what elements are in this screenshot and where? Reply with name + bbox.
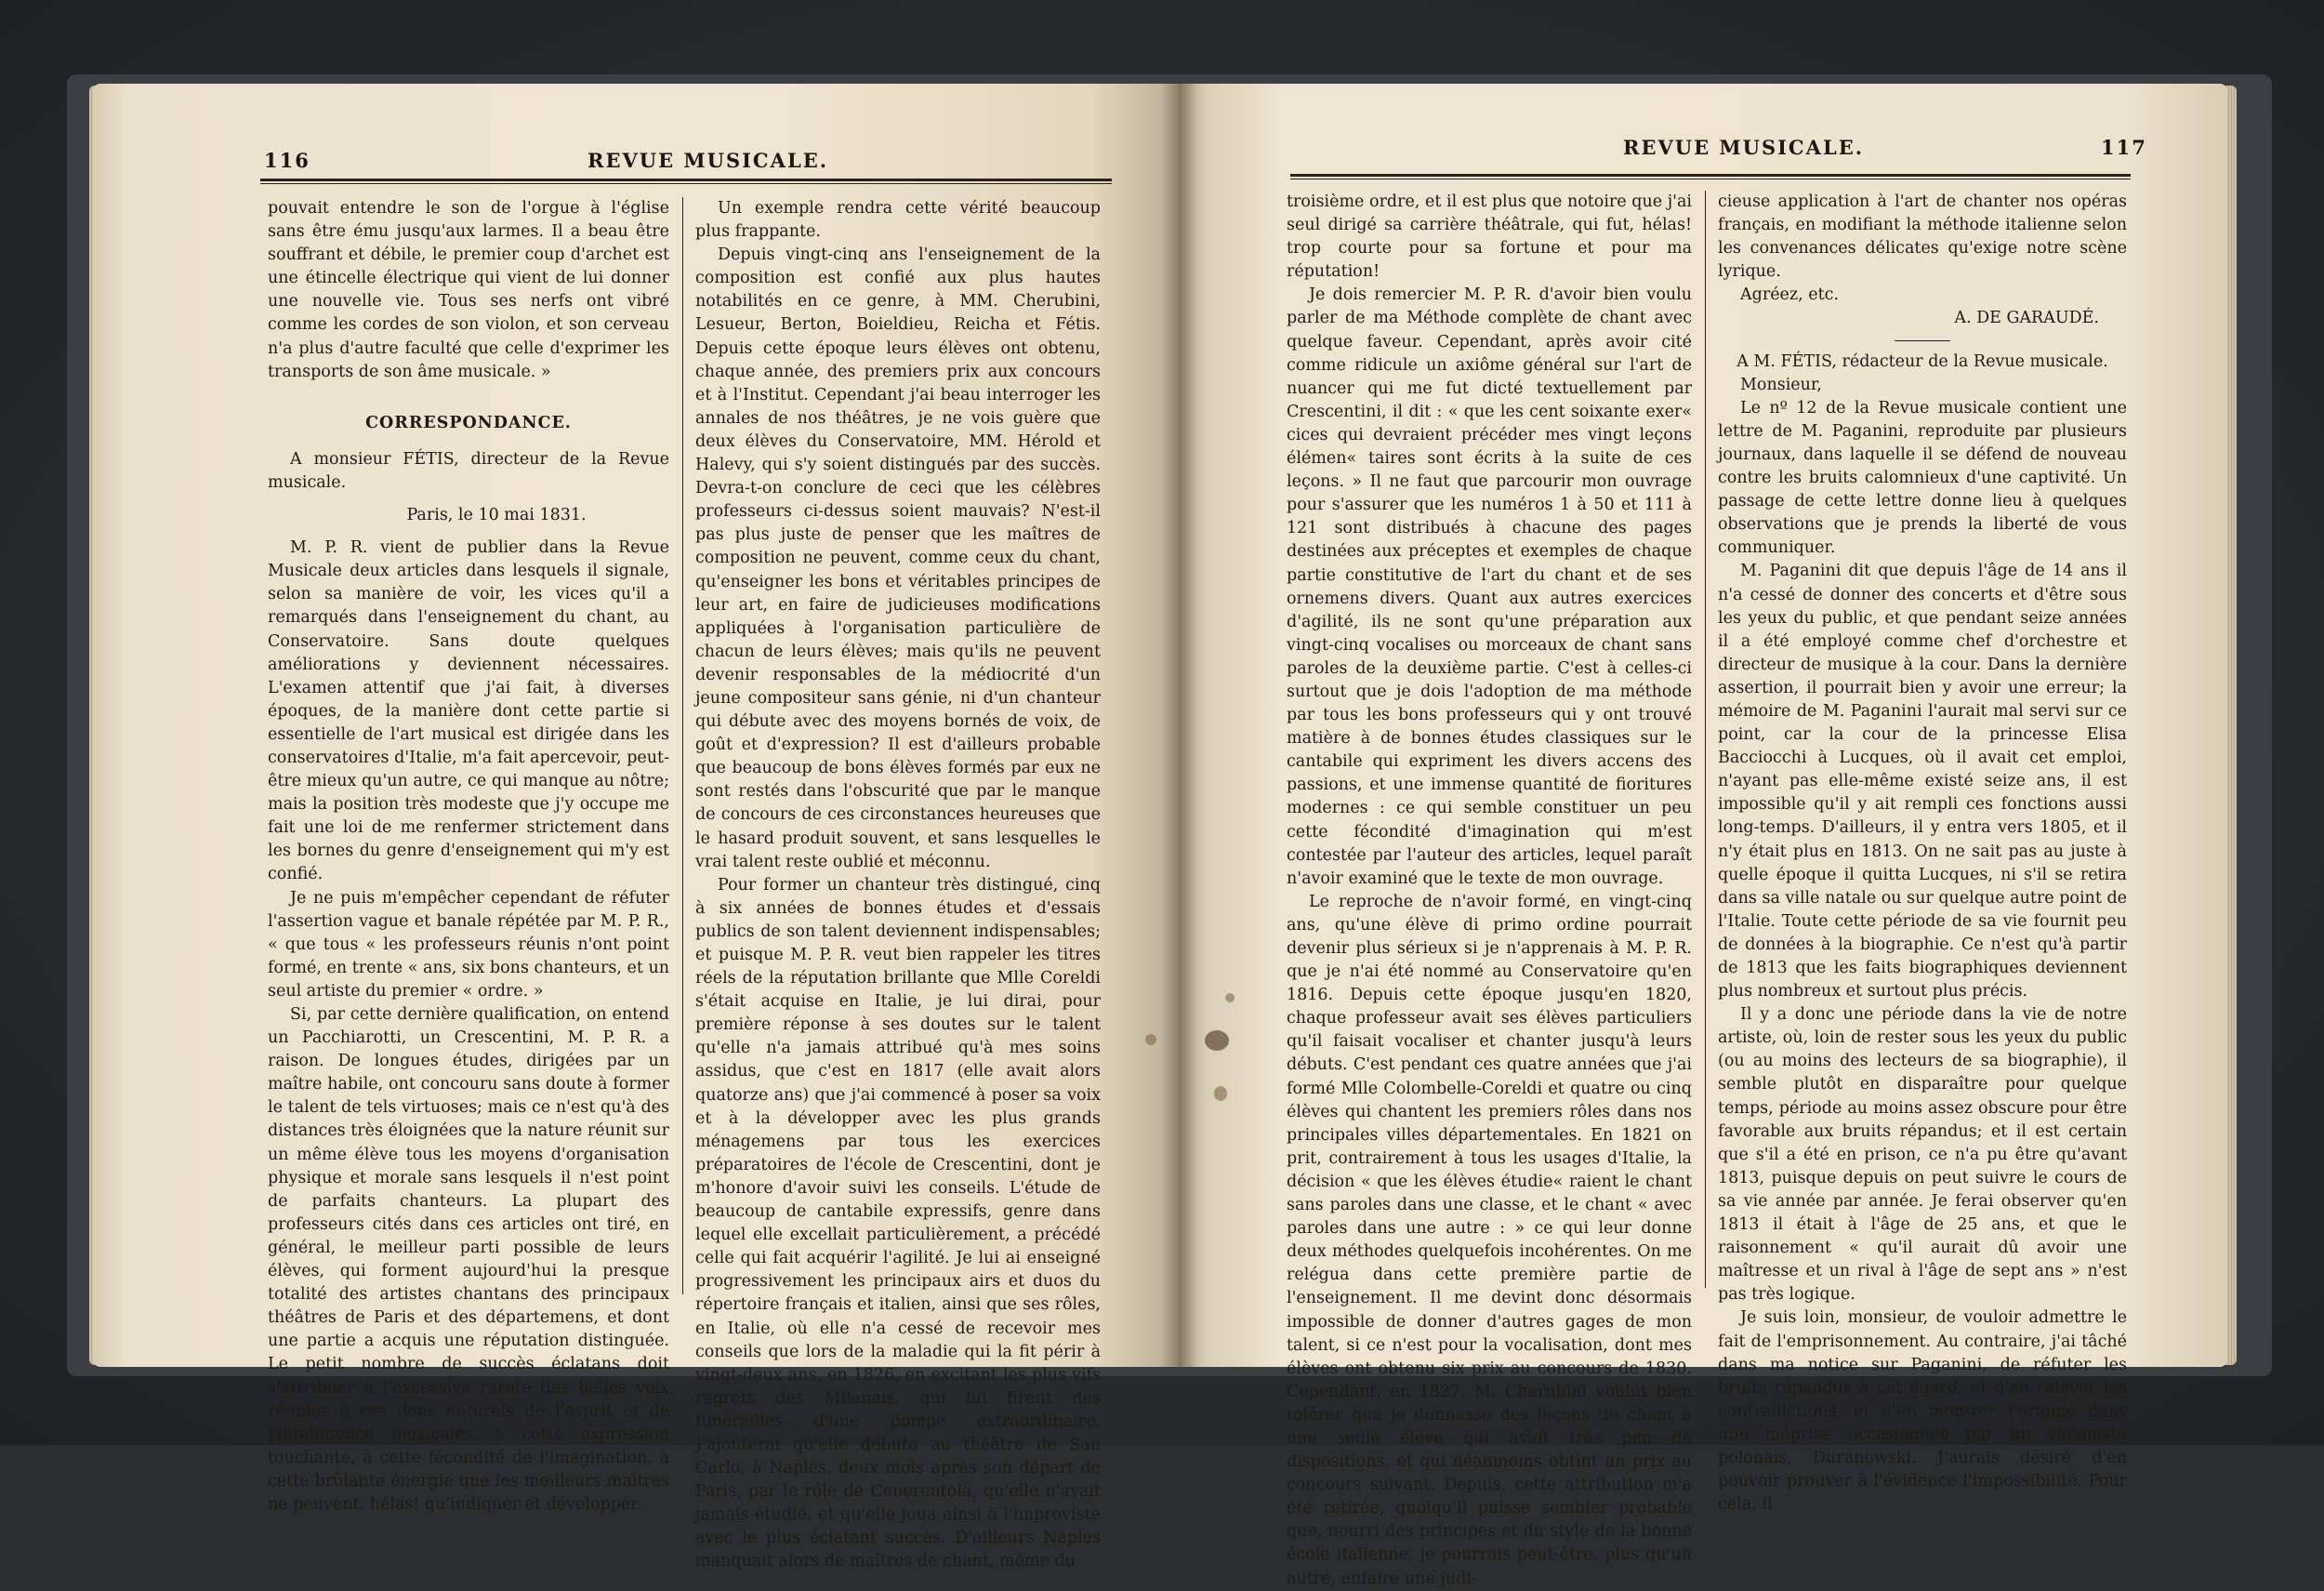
paragraph: cieuse application à l'art de chanter nos opéras français, en modifiant la méthode italienne selon les convenances délicates qu'exige notre scène lyrique. bbox=[1718, 192, 2127, 282]
right-column-2 bbox=[1718, 191, 2127, 1517]
paragraph: Je suis loin, monsieur, de vouloir admettre le fait de l'emprisonnement. Au contraire, j'ai tâché dans ma notice sur Paganini, de réfuter les bruits répandus à cet égard, et d'en relever les contradictions, et d'en montrer l'origine dans une méprise occasionnée par un violoniste polonais, Duranowski. J'aurais désiré d'en pouvoir prouver à l'évidence l'impossibilité. Pour cela, il bbox=[1718, 1308, 2127, 1515]
paragraph: troisième ordre, et il est plus que notoire que j'ai seul dirigé sa carrière théâtrale, qui fut, hélas! trop courte pour sa fortune et pour ma réputation! bbox=[1287, 192, 1692, 282]
paper-stain bbox=[1145, 1034, 1156, 1045]
letter-address: A monsieur FÉTIS, directeur de la Revue musicale. bbox=[268, 449, 669, 492]
left-column-1 bbox=[268, 197, 669, 1517]
paragraph: Je dois remercier M. P. R. d'avoir bien voulu parler de ma Méthode complète de chant avec quelque faveur. Cependant, après avoir cité comme ridicule un axiôme général sur l'art de nuancer qui me fut dicté textuellement par Crescentini, il dit : « que les cent soixante exer« cices qui devraient précéder mes vingt leçons élémen« taires sont écrits à la suite de ces leçons. » Il ne faut que parcourir mon ouvrage pour s'assurer que les numéros 1 à 50 et 111 à 121 sont distribués à chacune des pages destinées aux préceptes et exemples de chaque partie constitutive de l'art du chant et de ses ornemens divers. Quant aux autres exercices d'agilité, ils ne sont qu'une préparation aux vingt-cinq vocalises ou morceaux de chant sans paroles de la deuxième partie. C'est à celles-ci surtout que je dois l'adoption de ma méthode par tous les bons professeurs qui y ont trouvé matière à de bonnes études classiques sur le cantabile qui expriment les divers accens des passions, et une immense quantité de fioritures modernes : ce qui semble constituer un peu cette fécondité d'imagination qui m'est contestée par l'auteur des articles, lequel paraît n'avoir examiné que le texte de mon ouvrage. bbox=[1287, 285, 1692, 888]
right-running-head: REVUE MUSICALE. bbox=[1623, 136, 1865, 159]
paragraph: M. Paganini dit que depuis l'âge de 14 ans il n'a cessé de donner des concerts et d'être sous les yeux du public, et que pendant seize années il a été employé comme chef d'orchestre et directeur de musique à la cour. Dans la dernière assertion, il pourrait bien y avoir une erreur; la mémoire de M. Paganini l'aurait mal servi sur ce point, car la cour de la princesse Elisa Bacciocchi à Lucques, où il avait cet emploi, n'ayant pas elle-même existé seize ans, il est impossible qu'il y ait rempli ces fonctions aussi long-temps. D'ailleurs, il y entra vers 1805, et il n'y était plus en 1813. On ne sait pas au juste à quelle époque il quitta Lucques, ni s'il se retira dans sa ville natale ou sur quelque autre point de l'Italie. Toute cette période de sa vie fournit peu de données à la biographie. Ce n'est qu'à partir de 1813 que les faits biographiques deviennent plus nombreux et surtout plus précis. bbox=[1718, 562, 2127, 1001]
paper-stain bbox=[1214, 1086, 1227, 1101]
paragraph: pouvait entendre le son de l'orgue à l'église sans être ému jusqu'aux larmes. Il a beau être souffrant et débile, le premier coup d'archet est une étincelle électrique qui vient de lui donner une nouvelle vie. Tous ses nerfs ont vibré comme les cordes de son violon, et son cerveau n'a plus d'autre faculté que celle d'exprimer les transports de son âme musicale. » bbox=[268, 199, 669, 381]
paragraph: Il y a donc une période dans la vie de notre artiste, où, loin de rester sous les yeux du public (ou au moins des lecteurs de sa biographie), il semble plutôt en disparaître pour quelque temps, période au moins assez obscure pour être favorable aux bruits répandus; et il est certain que s'il a été en prison, ce n'a pu être qu'avant 1813, puisque depuis on peut suivre le cours de sa vie année par année. Je ferai observer qu'en 1813 il était à l'âge de 25 ans, et que le raisonnement « qu'il aurait dû avoir une maîtresse et un rival à l'âge de sept ans » n'est pas très logique. bbox=[1718, 1005, 2127, 1305]
right-page-number: 117 bbox=[2101, 136, 2147, 159]
section-heading: CORRESPONDANCE. bbox=[365, 413, 572, 432]
paragraph: Depuis vingt-cinq ans l'enseignement de la composition est confié aux plus hautes notabilités en ce genre, à MM. Cherubini, Lesueur, Berton, Boieldieu, Reicha et Fétis. Depuis cette époque leurs élèves ont obtenu, chaque année, des premiers prix aux concours et à l'Institut. Cependant j'ai beau interroger les annales de nos théâtres, je ne vois guère que deux élèves du Conservatoire, MM. Hérold et Halevy, qui s'y soient distingués par des succès. Devra-t-on conclure de ceci que les célèbres professeurs ci-dessus soient mauvais? N'est-il pas plus juste de penser que les maîtres de composition ne peuvent, comme ceux du chant, qu'enseigner les bons et véritables principes de leur art, en faire de judicieuses modifications appliquées à l'organisation particulière de chacun de leurs élèves; mais qu'ils ne peuvent devenir responsables de la médiocrité d'un jeune compositeur sans génie, ni d'un chanteur qui débute avec des moyens bornés de voix, de goût et d'expression? Il est d'ailleurs probable que beaucoup de bons élèves formés par eux ne sont restés dans l'obscurité que par le manque de concours de ces circonstances heureuses que le hasard produit souvent, et sans lesquelles le vrai talent reste oublié et méconnu. bbox=[695, 245, 1101, 871]
left-page-number: 116 bbox=[264, 149, 310, 172]
letter-closing: Agréez, etc. bbox=[1740, 285, 1840, 305]
right-header-rule bbox=[1290, 174, 2131, 177]
paper-stain bbox=[1205, 1030, 1229, 1051]
paragraph: Le nº 12 de la Revue musicale contient une lettre de M. Paganini, reproduite par plusieurs journaux, dans laquelle il se défend de nouveau contre les bruits calomnieux d'une captivité. Un passage de cette lettre donne lieu à quelques observations que je prends la liberté de vous communiquer. bbox=[1718, 398, 2127, 558]
right-column-1 bbox=[1287, 191, 1692, 1591]
paragraph: Si, par cette dernière qualification, on entend un Pacchiarotti, un Crescentini, M. P. R. a raison. De longues études, dirigées par un maître habile, ont concouru sans doute à former le talent de tels virtuoses; mais ce n'est qu'à des distances très éloignées que la nature réunit sur un même élève tous les moyens d'organisation physique et morale sans lesquels il n'est point de parfaits chanteurs. La plupart des professeurs cités dans ces articles ont tiré, en général, le meilleur parti possible de leurs élèves, qui forment aujourd'hui la presque totalité des artistes chantans des principaux théâtres de Paris et des départemens, et dont une partie a acquis une réputation distinguée. Le petit nombre de succès éclatans doit s'attribuer à l'excessive rareté des belles voix réunies à ces dons naturels de l'esprit et de l'intelligence musicales, à cette expression touchante, à cette fécondité de l'imagination, à cette brûlante énergie que les meilleurs maîtres ne peuvent, hélas! qu'indiquer et développer. bbox=[268, 1005, 669, 1514]
paragraph: Un exemple rendra cette vérité beaucoup plus frappante. bbox=[695, 199, 1101, 242]
paragraph: Pour former un chanteur très distingué, cinq à six années de bonnes études et d'essais publics de son talent deviennent indispensables; et puisque M. P. R. veut bien rappeler les titres réels de la réputation brillante que Mlle Coreldi s'était acquise en Italie, je lui dirai, pour première réponse à ses doutes sur le talent qu'elle n'a jamais attribué qu'à mes soins assidus, que c'est en 1817 (elle avait alors quatorze ans) que j'ai commencé à poser sa voix et à la développer avec les plus grands ménagemens par tous les exercices préparatoires de l'école de Crescentini, dont je m'honore d'avoir suivi les conseils. L'étude de beaucoup de cantabile expressifs, genre dans lequel elle excellait particulièrement, a précédé celle qui fait acquérir l'agilité. Je lui ai enseigné progressivement les principaux airs et duos du répertoire français et italien, ainsi que ses rôles, en Italie, où elle n'a cessé de recevoir mes conseils que lors de la maladie qui la fit périr à vingt-deux ans, en 1826, en excitant les plus vifs regrets des Milanais, qui lui firent des funérailles d'une pompe extraordinaire. J'ajouterai qu'elle débuta au théâtre de San Carlo, à Naples, deux mois après son départ de Paris, par le rôle de Cenerentola, qu'elle n'avait jamais étudié, et qu'elle joua ainsi à l'improviste avec le plus éclatant succès. D'ailleurs Naples manquait alors de maîtres de chant, même du bbox=[695, 875, 1101, 1571]
paragraph: Je ne puis m'empêcher cependant de réfuter l'assertion vague et banale répétée par M. P. R., « que tous « les professeurs réunis n'ont point formé, en trente « ans, six bons chanteurs, et un seul artiste du premier « ordre. » bbox=[268, 888, 669, 1001]
paragraph: Le reproche de n'avoir formé, en vingt-cinq ans, qu'une élève di primo ordine pourrait devenir plus sérieux si je n'apprenais à M. P. R. que je n'ai été nommé au Conservatoire qu'en 1816. Depuis cette époque jusqu'en 1820, chaque professeur avait ses élèves particuliers qu'il faisait vocaliser et chanter jusqu'à leurs débuts. C'est pendant ces quatre années que j'ai formé Mlle Colombelle-Coreldi et quatre ou cinq élèves qui chantent les premiers rôles dans nos principales villes départementales. En 1821 on prit, contrairement à tous les usages d'Italie, la décision « que les élèves étudie« raient le chant sans paroles dans une classe, et le chant « avec paroles dans une autre : » ce qui leur donne deux méthodes quelquefois incohérentes. On me relégua dans cette première partie de l'enseignement. Il me devint donc désormais impossible de donner d'autres gages de mon talent, si ce n'est pour la vocalisation, dont mes élèves ont obtenu six prix au concours de 1830. Cependant, en 1827, M. Cherubini voulut bien tolérer que je donnasse des leçons de chant à une seule élève qui avait très peu de dispositions, et qui néanmoins obtint un prix au concours suivant. Depuis, cette attribution m'a été retirée, quoiqu'il puisse sembler probable que, nourri des principes et du style de la bonne école italienne, je pourrais peut-être, plus qu'un autre, enfaire une judi- bbox=[1287, 892, 1692, 1588]
paragraph: M. P. R. vient de publier dans la Revue Musicale deux articles dans lesquels il signale, selon sa manière de voir, les vices qu'il a remarqués dans l'enseignement du chant, au Conservatoire. Sans doute quelques améliorations y deviennent nécessaires. L'examen attentif que j'ai fait, à diverses époques, de la manière dont cette partie si essentielle de l'art musical est dirigée dans les conservatoires d'Italie, m'a fait apercevoir, peut-être mieux qu'un autre, ce qui manque au nôtre; mais la position très modeste que j'y occupe me fait une loi de me renfermer strictement dans les bornes du genre d'enseignement qui m'y est confié. bbox=[268, 538, 669, 884]
left-column-divider bbox=[682, 197, 683, 1294]
book-gutter bbox=[1160, 84, 1197, 1367]
separator-rule bbox=[1895, 340, 1950, 341]
letter-address: A M. FÉTIS, rédacteur de la Revue musicale. bbox=[1736, 351, 2108, 371]
letter-salutation: Monsieur, bbox=[1740, 375, 1822, 394]
left-header-rule-thin bbox=[260, 183, 1112, 184]
left-header-rule bbox=[260, 179, 1112, 181]
right-column-divider bbox=[1705, 191, 1706, 1288]
letter-dateline: Paris, le 10 mai 1831. bbox=[406, 506, 587, 525]
letter-signature: A. DE GARAUDÉ. bbox=[1954, 309, 2099, 328]
paper-stain bbox=[1225, 993, 1235, 1002]
left-column-2 bbox=[695, 197, 1101, 1574]
left-running-head: REVUE MUSICALE. bbox=[588, 149, 829, 172]
